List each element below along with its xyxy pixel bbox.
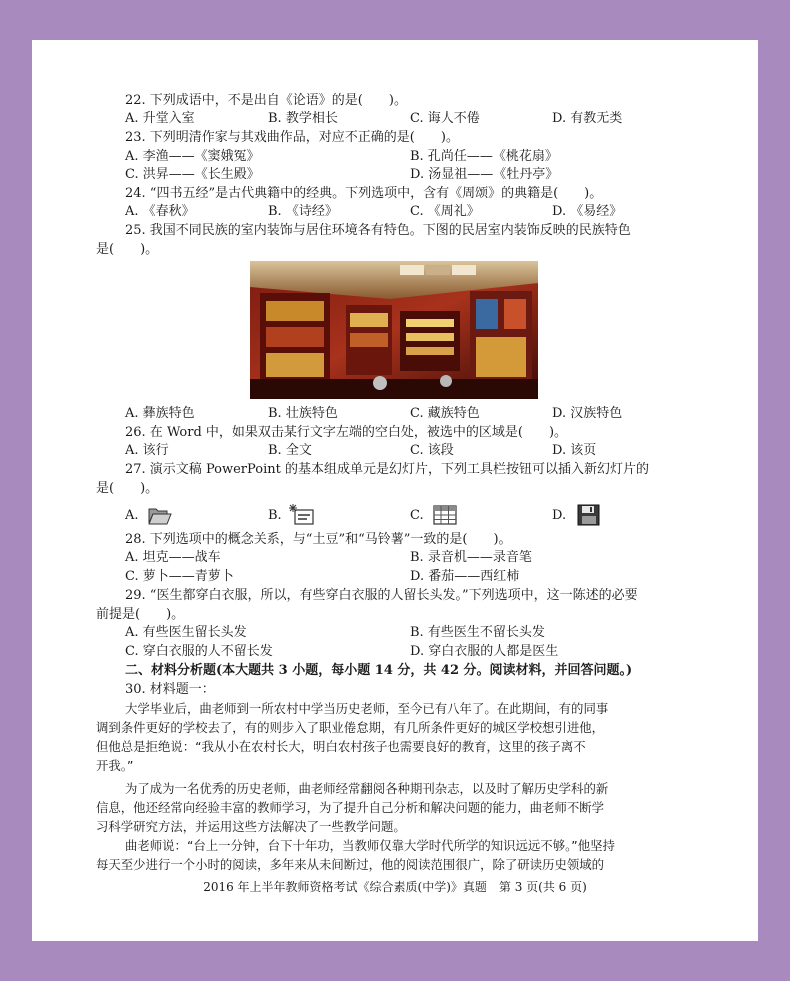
- q22-option-b: B. 教学相长: [268, 111, 338, 126]
- q24-option-c: C. 《周礼》: [410, 204, 480, 219]
- q23-option-a: A. 李渔——《窦娥冤》: [125, 149, 260, 164]
- question-27: 27. 演示文稿 PowerPoint 的基本组成单元是幻灯片，下列工具栏按钮可以插入新幻灯片的: [125, 462, 649, 477]
- q28-option-c: C. 萝卜——青萝卜: [125, 569, 234, 584]
- q22-option-c: C. 诲人不倦: [410, 111, 480, 126]
- question-28: 28. 下列选项中的概念关系，与“土豆”和“马铃薯”一致的是( )。: [125, 532, 512, 547]
- save-disk-icon: [576, 503, 602, 527]
- passage-p2-l1: 为了成为一名优秀的历史老师，曲老师经常翻阅各种期刊杂志，以及时了解历史学科的新: [125, 781, 609, 796]
- question-25-cont: 是( )。: [96, 242, 159, 257]
- question-30: 30. 材料题一：: [125, 682, 215, 697]
- page-footer: 2016 年上半年教师资格考试《综合素质(中学)》真题 第 3 页(共 6 页): [203, 880, 587, 894]
- q22-option-a: A. 升堂入室: [125, 111, 195, 126]
- question-22: 22. 下列成语中，不是出自《论语》的是( )。: [125, 93, 407, 108]
- q27-option-c: C.: [410, 508, 424, 523]
- q27-option-d: D.: [552, 508, 567, 523]
- q25-option-a: A. 彝族特色: [125, 406, 195, 421]
- q29-option-c: C. 穿白衣服的人不留长发: [125, 644, 273, 659]
- passage-p2-l2: 信息，他还经常向经验丰富的教师学习，为了提升自己分析和解决问题的能力，曲老师不断学: [96, 800, 605, 815]
- q24-option-d: D. 《易经》: [552, 204, 623, 219]
- q28-option-b: B. 录音机——录音笔: [410, 550, 532, 565]
- question-27-cont: 是( )。: [96, 481, 159, 496]
- new-slide-icon: [289, 503, 315, 527]
- passage-p1-l1: 大学毕业后，曲老师到一所农村中学当历史老师，至今已有八年了。在此期间，有的同事: [125, 701, 609, 716]
- passage-p1-l2: 调到条件更好的学校去了，有的则步入了职业倦怠期，有几所条件更好的城区学校想引进他，: [96, 720, 605, 735]
- q25-option-d: D. 汉族特色: [552, 406, 623, 421]
- question-25: 25. 我国不同民族的室内装饰与居住环境各有特色。下图的民居室内装饰反映的民族特色: [125, 223, 631, 238]
- q29-option-b: B. 有些医生不留长头发: [410, 625, 545, 640]
- q28-option-d: D. 番茄——西红柿: [410, 569, 520, 584]
- question-29: 29. “医生都穿白衣服，所以，有些穿白衣服的人留长头发。”下列选项中，这一陈述的必要: [125, 588, 638, 603]
- passage-p1-l3: 但他总是拒绝说：“我从小在农村长大，明白农村孩子也需要良好的教育，这里的孩子离不: [96, 739, 586, 754]
- passage-p3-l1: 曲老师说：“台上一分钟，台下十年功，当教师仅靠大学时代所学的知识远远不够。”他坚持: [125, 838, 615, 853]
- q23-option-c: C. 洪昇——《长生殿》: [125, 167, 260, 182]
- q26-option-b: B. 全文: [268, 443, 312, 458]
- passage-p1-l4: 开我。”: [96, 758, 134, 773]
- ethnic-interior-photo: [250, 261, 538, 399]
- q26-option-d: D. 该页: [552, 443, 597, 458]
- q28-option-a: A. 坦克——战车: [125, 550, 221, 565]
- q29-option-a: A. 有些医生留长头发: [125, 625, 247, 640]
- q24-option-a: A. 《春秋》: [125, 204, 195, 219]
- passage-p3-l2: 每天至少进行一个小时的阅读，多年来从未间断过，他的阅读范围很广，除了研读历史领域的: [96, 857, 605, 872]
- q25-option-c: C. 藏族特色: [410, 406, 480, 421]
- q25-option-b: B. 壮族特色: [268, 406, 338, 421]
- insert-table-icon: [432, 503, 458, 527]
- open-folder-icon: [147, 503, 173, 527]
- exam-page: [32, 40, 758, 941]
- q22-option-d: D. 有教无类: [552, 111, 623, 126]
- question-29-cont: 前提是( )。: [96, 607, 185, 622]
- q27-option-a: A.: [125, 508, 139, 523]
- q29-option-d: D. 穿白衣服的人都是医生: [410, 644, 559, 659]
- q24-option-b: B. 《诗经》: [268, 204, 338, 219]
- section-heading: 二、材料分析题(本大题共 3 小题，每小题 14 分，共 42 分。阅读材料，并回答问题。): [125, 663, 633, 678]
- passage-p2-l3: 习科学研究方法，并运用这些方法解决了一些教学问题。: [96, 819, 406, 834]
- question-23: 23. 下列明清作家与其戏曲作品，对应不正确的是( )。: [125, 130, 459, 145]
- q26-option-c: C. 该段: [410, 443, 454, 458]
- q27-option-b: B.: [268, 508, 282, 523]
- question-26: 26. 在 Word 中，如果双击某行文字左端的空白处，被选中的区域是( )。: [125, 425, 568, 440]
- q23-option-d: D. 汤显祖——《牡丹亭》: [410, 167, 559, 182]
- q26-option-a: A. 该行: [125, 443, 169, 458]
- q23-option-b: B. 孔尚任——《桃花扇》: [410, 149, 558, 164]
- question-24: 24. “四书五经”是古代典籍中的经典。下列选项中，含有《周颂》的典籍是( )。: [125, 186, 603, 201]
